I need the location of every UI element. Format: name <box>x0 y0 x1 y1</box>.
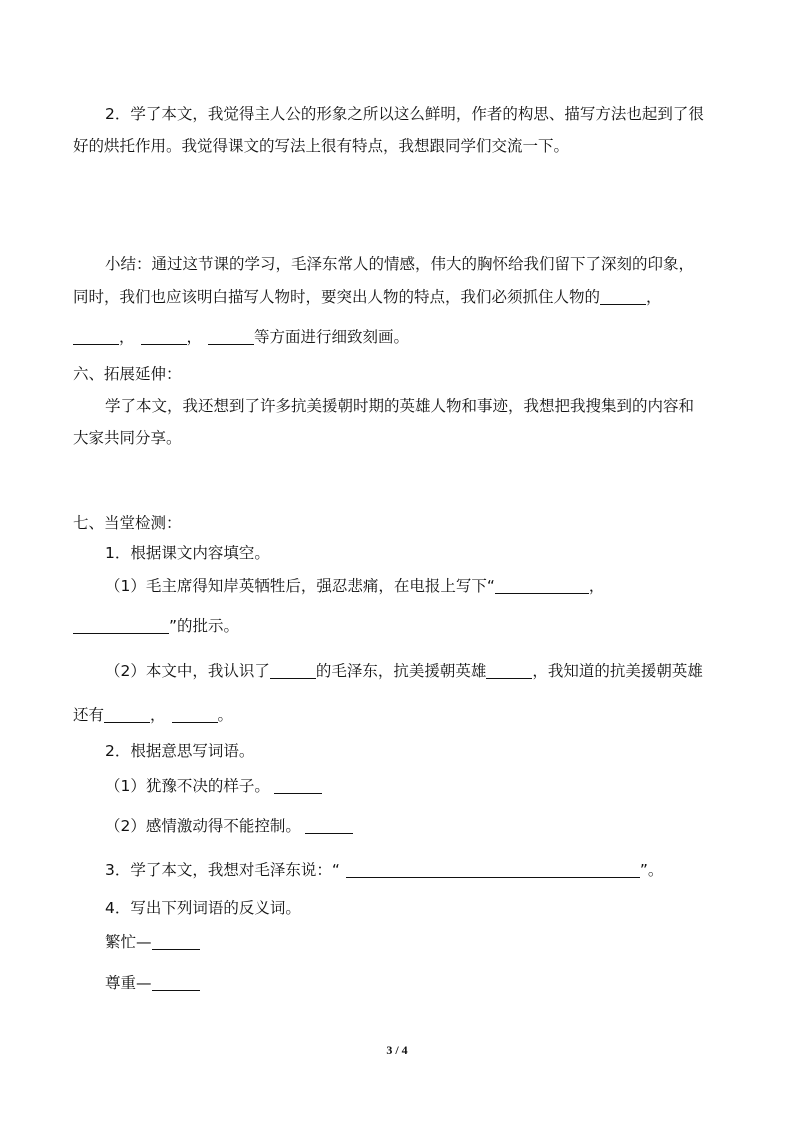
text-span: ”。 <box>639 861 664 879</box>
fill-blank[interactable] <box>172 706 218 723</box>
text-span: 。 <box>217 706 234 724</box>
question-title: 2．根据意思写词语。 <box>105 742 255 760</box>
fill-blank[interactable] <box>104 706 150 723</box>
question-line <box>105 576 604 596</box>
paragraph-line: 学了本文，我还想到了许多抗美援朝时期的英雄人物和事迹，我想把我搜集到的内容和 <box>105 397 695 415</box>
text-span: 还有 <box>73 706 105 724</box>
question-line <box>105 932 200 952</box>
fill-blank[interactable] <box>152 974 200 991</box>
text-span: （1）毛主席得知岸英牺牲后，强忍悲痛，在电报上写下“ <box>105 577 495 595</box>
paragraph-line: 好的烘托作用。我觉得课文的写法上很有特点，我想跟同学们交流一下。 <box>73 137 570 155</box>
fill-blank[interactable] <box>270 662 316 679</box>
section-heading: 七、当堂检测： <box>73 514 182 532</box>
text-span: ， <box>150 706 166 724</box>
fill-blank[interactable] <box>141 328 187 345</box>
question-line <box>105 661 703 681</box>
question-title: 1．根据课文内容填空。 <box>105 544 270 562</box>
fill-blank[interactable] <box>274 777 322 794</box>
question-line <box>73 705 233 725</box>
text-span: 同时，我们也应该明白描写人物时，要突出人物的特点，我们必须抓住人物的 <box>73 288 601 306</box>
text-span: （1）犹豫不决的样子。 <box>105 777 270 795</box>
text-span: （2）本文中，我认识了 <box>105 662 270 680</box>
fill-blank[interactable] <box>73 328 119 345</box>
question-line <box>105 776 322 796</box>
text-span: 尊重— <box>105 974 152 992</box>
fill-blank[interactable] <box>305 817 353 834</box>
fill-blank[interactable] <box>486 662 532 679</box>
fill-blank[interactable] <box>152 933 200 950</box>
text-span: ， <box>646 288 662 306</box>
section-heading: 六、拓展延伸： <box>73 365 182 383</box>
fill-blank[interactable] <box>208 328 254 345</box>
text-span: ， <box>119 328 135 346</box>
question-title: 4．写出下列词语的反义词。 <box>105 899 301 917</box>
text-span: ，我知道的抗美援朝英雄 <box>532 662 703 680</box>
text-span: ， <box>186 328 203 346</box>
paragraph-line: 大家共同分享。 <box>73 429 182 447</box>
page-number: 3 / 4 <box>386 1043 408 1057</box>
question-line <box>105 860 663 880</box>
paragraph-line: 2．学了本文，我觉得主人公的形象之所以这么鲜明，作者的构思、描写方法也起到了很 <box>105 105 704 123</box>
fill-blank[interactable] <box>495 577 589 594</box>
paragraph-line <box>73 287 662 307</box>
text-span: 等方面进行细致刻画。 <box>254 328 410 346</box>
fill-blank[interactable] <box>73 617 169 634</box>
question-line <box>73 616 239 636</box>
paragraph-line <box>73 327 409 347</box>
fill-blank[interactable] <box>600 288 646 305</box>
text-span: ”的批示。 <box>169 617 240 635</box>
question-line <box>105 816 353 836</box>
question-line <box>105 973 200 993</box>
text-span: 的毛泽东，抗美援朝英雄 <box>315 662 487 680</box>
paragraph-line: 小结：通过这节课的学习，毛泽东常人的情感，伟大的胸怀给我们留下了深刻的印象， <box>105 255 695 273</box>
text-span: ， <box>588 577 605 595</box>
text-span: 3．学了本文，我想对毛泽东说：“ <box>105 861 340 879</box>
text-span: （2）感情激动得不能控制。 <box>105 817 301 835</box>
fill-blank[interactable] <box>346 861 640 878</box>
text-span: 繁忙— <box>105 933 152 951</box>
